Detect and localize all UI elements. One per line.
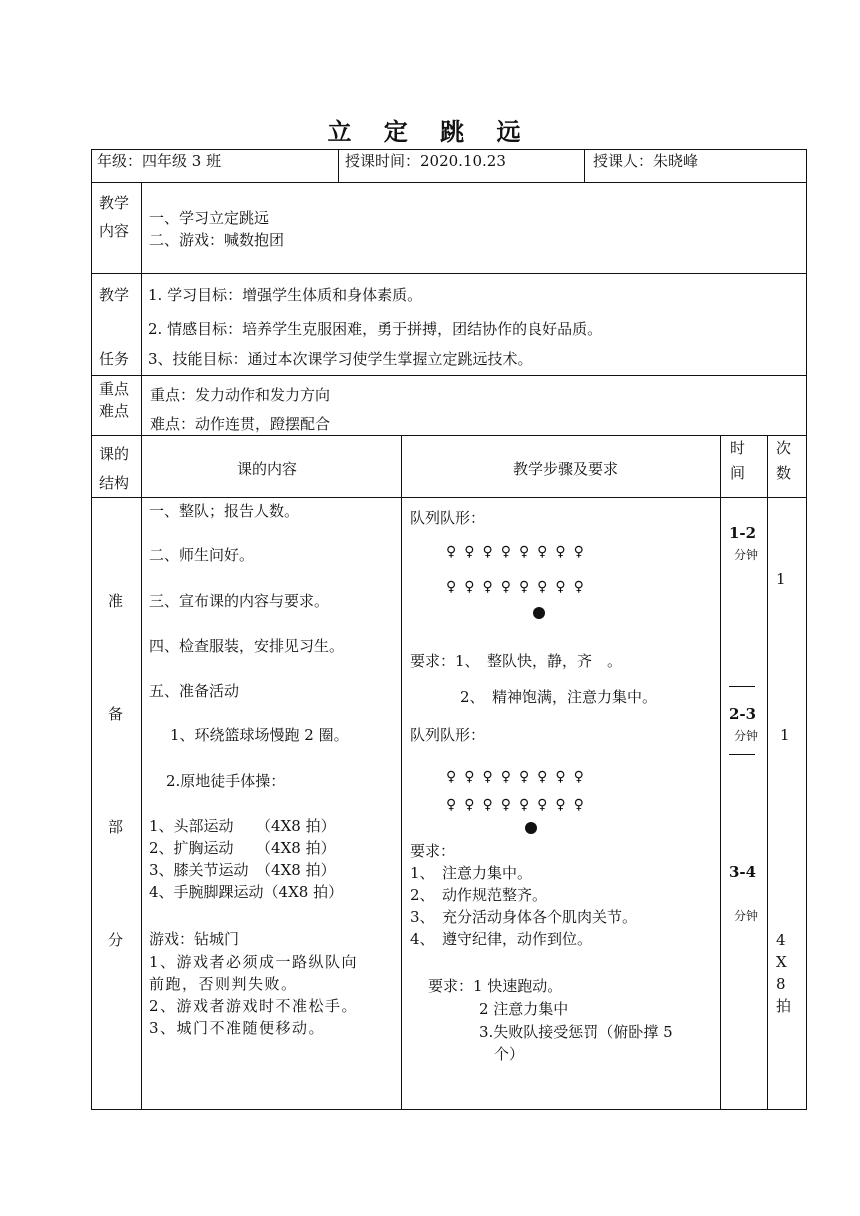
student-symbol: ♀ [573,797,584,813]
section-char: 备 [108,705,124,723]
lesson-item: 游戏：钻城门 [149,930,240,948]
student-symbol: ♀ [482,579,493,595]
student-symbol: ♀ [518,544,530,560]
page-title: 立 定 跳 远 [327,117,533,146]
student-symbol: ♀ [537,544,548,560]
requirement-line: 1、 注意力集中。 [410,864,533,882]
header-content: 课的内容 [237,460,298,478]
lesson-item: 1、头部运动 （4X8 拍） [149,817,336,835]
header-structure-2: 结构 [99,474,130,492]
student-symbol: ♀ [446,797,457,813]
header-time-2: 间 [730,464,746,482]
lesson-item: 四、检查服装，安排见习生。 [149,637,345,655]
requirement-line: 要求：1 快速跑动。 [428,977,563,995]
lesson-item: 三、宣布课的内容与要求。 [149,592,330,610]
time-range: 3-4 [729,863,757,881]
time-range: 2-3 [729,705,757,723]
content-line: 一、学习立定跳远 [149,209,270,227]
student-symbol: ♀ [500,797,511,813]
header-time-1: 时 [730,439,746,457]
formation-row [446,541,584,563]
requirement-line: 3、 充分活动身体各个肌肉关节。 [410,908,638,926]
requirement-line: 4、 遵守纪律，动作到位。 [410,930,593,948]
student-symbol: ♀ [555,579,566,595]
teacher-marker [525,822,537,834]
section-char: 部 [108,818,124,836]
student-symbol: ♀ [573,544,584,560]
time-range: 1-2 [729,524,757,542]
time-unit: 分钟 [734,729,759,743]
student-symbol: ♀ [555,797,566,813]
time-unit: 分钟 [734,548,759,562]
requirement-title: 要求： [410,842,456,860]
tasks-label-2: 任务 [99,350,130,368]
task-line: 2. 情感目标：培养学生克服困难，勇于拼搏，团结协作的良好品质。 [148,320,603,338]
requirement-line: 2 注意力集中 [479,1000,569,1018]
section-char: 分 [108,931,124,949]
content-label-1: 教学 [99,194,130,212]
count-value: 8 [776,975,786,993]
student-symbol: ♀ [500,769,511,785]
count-value: X [776,953,787,971]
grade-cell: 年级：四年级 3 班 [97,152,222,170]
time-unit: 分钟 [734,909,759,923]
formation-row [446,766,584,788]
lesson-item: 3、膝关节运动 （4X8 拍） [149,861,336,879]
header-count-1: 次 [776,439,792,457]
count-value: 4 [776,931,786,949]
student-symbol: ♀ [500,544,511,560]
student-symbol: ♀ [555,769,566,785]
count-value: 1 [776,570,786,588]
teacher-cell: 授课人：朱晓峰 [593,152,699,170]
student-symbol: ♀ [518,579,530,595]
requirement-line: 3.失败队接受惩罚（俯卧撑 5 [479,1023,673,1041]
lesson-item: 二、师生问好。 [149,546,255,564]
student-symbol: ♀ [446,579,457,595]
header-steps: 教学步骤及要求 [513,460,619,478]
header-structure-1: 课的 [99,445,130,463]
tasks-label-1: 教学 [99,286,130,304]
lesson-item: 2、游戏者游戏时不准松手。 [149,997,359,1015]
student-symbol: ♀ [464,769,475,785]
teacher-marker [533,607,545,619]
lesson-item: 3、城门不准随便移动。 [149,1019,326,1037]
lesson-item: 五、准备活动 [149,682,240,700]
content-line: 二、游戏：喊数抱团 [149,231,285,249]
student-symbol: ♀ [555,544,566,560]
student-symbol: ♀ [518,769,530,785]
section-char: 准 [108,592,124,610]
student-symbol: ♀ [537,769,548,785]
lesson-item: 一、整队；报告人数。 [149,502,300,520]
lesson-item: 前跑，否则判失败。 [149,975,298,993]
count-value: 拍 [776,997,792,1015]
student-symbol: ♀ [500,579,511,595]
student-symbol: ♀ [482,769,493,785]
student-symbol: ♀ [537,797,548,813]
student-symbol: ♀ [573,579,584,595]
count-value: 1 [780,726,790,744]
lesson-item: 2.原地徒手体操： [166,772,286,790]
formation-row [446,576,584,598]
content-label-2: 内容 [99,222,130,240]
key-label-1: 重点 [99,380,130,398]
student-symbol: ♀ [446,769,457,785]
student-symbol: ♀ [573,769,584,785]
student-symbol: ♀ [464,579,475,595]
student-symbol: ♀ [518,797,530,813]
date-cell: 授课时间：2020.10.23 [345,152,506,170]
formation-label: 队列队形： [410,509,486,527]
student-symbol: ♀ [482,544,493,560]
lesson-item: 2、扩胸运动 （4X8 拍） [149,839,336,857]
lesson-item: 1、游戏者必须成一路纵队向 [149,953,359,971]
header-count-2: 数 [776,464,792,482]
formation-row [446,794,584,816]
requirement-line: 2、 精神饱满，注意力集中。 [460,688,658,706]
student-symbol: ♀ [446,544,457,560]
key-label-2: 难点 [99,402,130,420]
student-symbol: ♀ [537,579,548,595]
lesson-item: 1、环绕篮球场慢跑 2 圈。 [170,726,349,744]
student-symbol: ♀ [464,544,475,560]
divider [729,686,755,687]
student-symbol: ♀ [482,797,493,813]
divider [729,754,755,755]
requirement-line: 要求：1、 整队快，静，齐 。 [410,652,623,670]
key-line: 难点：动作连贯，蹬摆配合 [150,415,331,433]
formation-label: 队列队形： [410,726,486,744]
requirement-line: 2、 动作规范整齐。 [410,886,548,904]
lesson-item: 4、手腕脚踝运动（4X8 拍） [149,883,344,901]
task-line: 1. 学习目标：增强学生体质和身体素质。 [148,286,423,304]
requirement-line: 个） [494,1045,525,1063]
student-symbol: ♀ [464,797,475,813]
key-line: 重点：发力动作和发力方向 [150,386,331,404]
task-line: 3、技能目标：通过本次课学习使学生掌握立定跳远技术。 [148,350,533,368]
